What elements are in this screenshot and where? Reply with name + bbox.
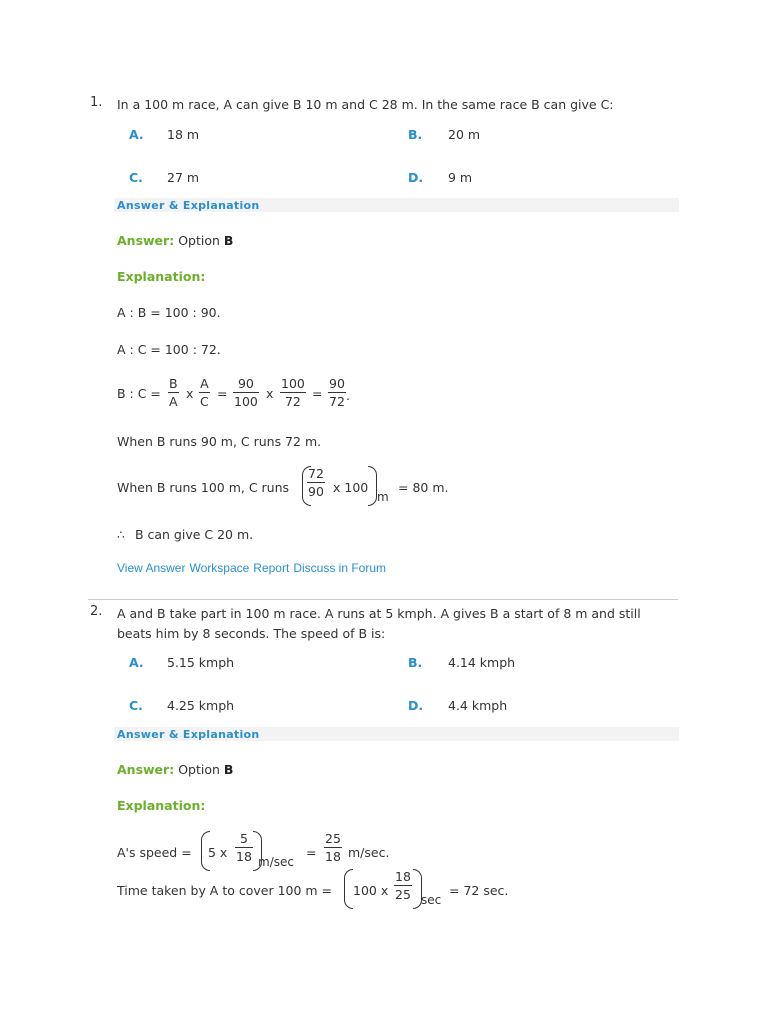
explanation-line-5-prefix: When B runs 100 m, C runs xyxy=(117,480,290,495)
option-b-letter[interactable]: B. xyxy=(408,655,423,670)
fraction: 18 25 xyxy=(395,869,411,902)
unit-subscript: m xyxy=(377,490,389,504)
question-text-line-2: beats him by 8 seconds. The speed of B is: xyxy=(117,626,386,641)
answer-letter: B xyxy=(223,762,234,777)
question-text: In a 100 m race, A can give B 10 m and C 28 m. In the same race B can give C: xyxy=(117,97,614,112)
answer-explanation-link[interactable]: Answer & Explanation xyxy=(117,728,260,741)
question-text-line-1: A and B take part in 100 m race. A runs at 5 kmph. A gives B a start of 8 m and still xyxy=(117,606,641,621)
fraction: 72 90 xyxy=(308,466,324,499)
question-divider xyxy=(88,599,678,600)
footer-links xyxy=(117,561,390,575)
answer-option-word: Option xyxy=(178,233,220,248)
answer-option-word: Option xyxy=(178,762,220,777)
left-paren xyxy=(344,869,353,909)
option-b-value[interactable]: 20 m xyxy=(448,127,481,142)
option-a-value[interactable]: 18 m xyxy=(167,127,200,142)
unit-subscript: m/sec xyxy=(258,855,294,869)
answer-line xyxy=(117,762,233,777)
view-answer-link[interactable]: View Answer xyxy=(117,561,186,575)
explanation-line-4: When B runs 90 m, C runs 72 m. xyxy=(117,434,322,449)
therefore-line xyxy=(117,527,253,542)
fraction: 5 18 xyxy=(236,831,252,864)
option-c-value[interactable]: 27 m xyxy=(167,170,200,185)
answer-explanation-link[interactable]: Answer & Explanation xyxy=(117,199,260,212)
equals-sign: = xyxy=(217,386,228,401)
times-sign: x xyxy=(186,386,194,401)
answer-label: Answer: xyxy=(117,233,175,248)
explanation-line-1: A : B = 100 : 90. xyxy=(117,305,221,320)
unit-subscript: sec xyxy=(421,893,442,907)
option-c-letter[interactable]: C. xyxy=(129,170,143,185)
fraction: 90 72 xyxy=(329,376,345,409)
fraction: 90 100 xyxy=(234,376,258,409)
therefore-symbol: ∴ xyxy=(117,527,125,542)
report-link[interactable]: Report xyxy=(253,561,290,575)
explanation-line-2: A : C = 100 : 72. xyxy=(117,342,221,357)
times-hundred: x 100 xyxy=(333,480,369,495)
explanation-line-5-suffix: = 80 m. xyxy=(398,480,449,495)
time-suffix: = 72 sec. xyxy=(449,883,509,898)
option-a-letter[interactable]: A. xyxy=(129,655,144,670)
speed-prefix: A's speed = xyxy=(117,845,192,860)
right-paren xyxy=(368,466,377,506)
question-number: 2. xyxy=(90,604,103,619)
unit: m/sec. xyxy=(348,845,390,860)
explanation-line-6: B can give C 20 m. xyxy=(134,527,254,542)
explanation-label: Explanation: xyxy=(117,798,206,813)
option-c-value[interactable]: 4.25 kmph xyxy=(167,698,235,713)
option-b-value[interactable]: 4.14 kmph xyxy=(448,655,516,670)
fraction: B A xyxy=(169,376,178,409)
times-sign: x xyxy=(266,386,274,401)
equals-sign: = xyxy=(312,386,323,401)
option-b-letter[interactable]: B. xyxy=(408,127,423,142)
option-a-value[interactable]: 5.15 kmph xyxy=(167,655,235,670)
hundred-times: 100 x xyxy=(353,883,389,898)
question-number: 1. xyxy=(90,95,103,110)
time-prefix: Time taken by A to cover 100 m = xyxy=(117,883,333,898)
option-c-letter[interactable]: C. xyxy=(129,698,143,713)
option-d-value[interactable]: 4.4 kmph xyxy=(448,698,508,713)
discuss-forum-link[interactable]: Discuss in Forum xyxy=(293,561,387,575)
answer-label: Answer: xyxy=(117,762,175,777)
five-times: 5 x xyxy=(208,845,228,860)
workspace-link[interactable]: Workspace xyxy=(189,561,250,575)
period: . xyxy=(346,388,350,403)
answer-line xyxy=(117,233,233,248)
option-a-letter[interactable]: A. xyxy=(129,127,144,142)
fraction: 100 72 xyxy=(281,376,305,409)
answer-letter: B xyxy=(223,233,234,248)
fraction: 25 18 xyxy=(325,831,341,864)
explanation-label: Explanation: xyxy=(117,269,206,284)
option-d-letter[interactable]: D. xyxy=(408,170,424,185)
ratio-prefix: B : C = xyxy=(117,386,161,401)
equals-sign: = xyxy=(306,845,317,860)
option-d-letter[interactable]: D. xyxy=(408,698,424,713)
fraction: A C xyxy=(200,376,209,409)
option-d-value[interactable]: 9 m xyxy=(448,170,473,185)
